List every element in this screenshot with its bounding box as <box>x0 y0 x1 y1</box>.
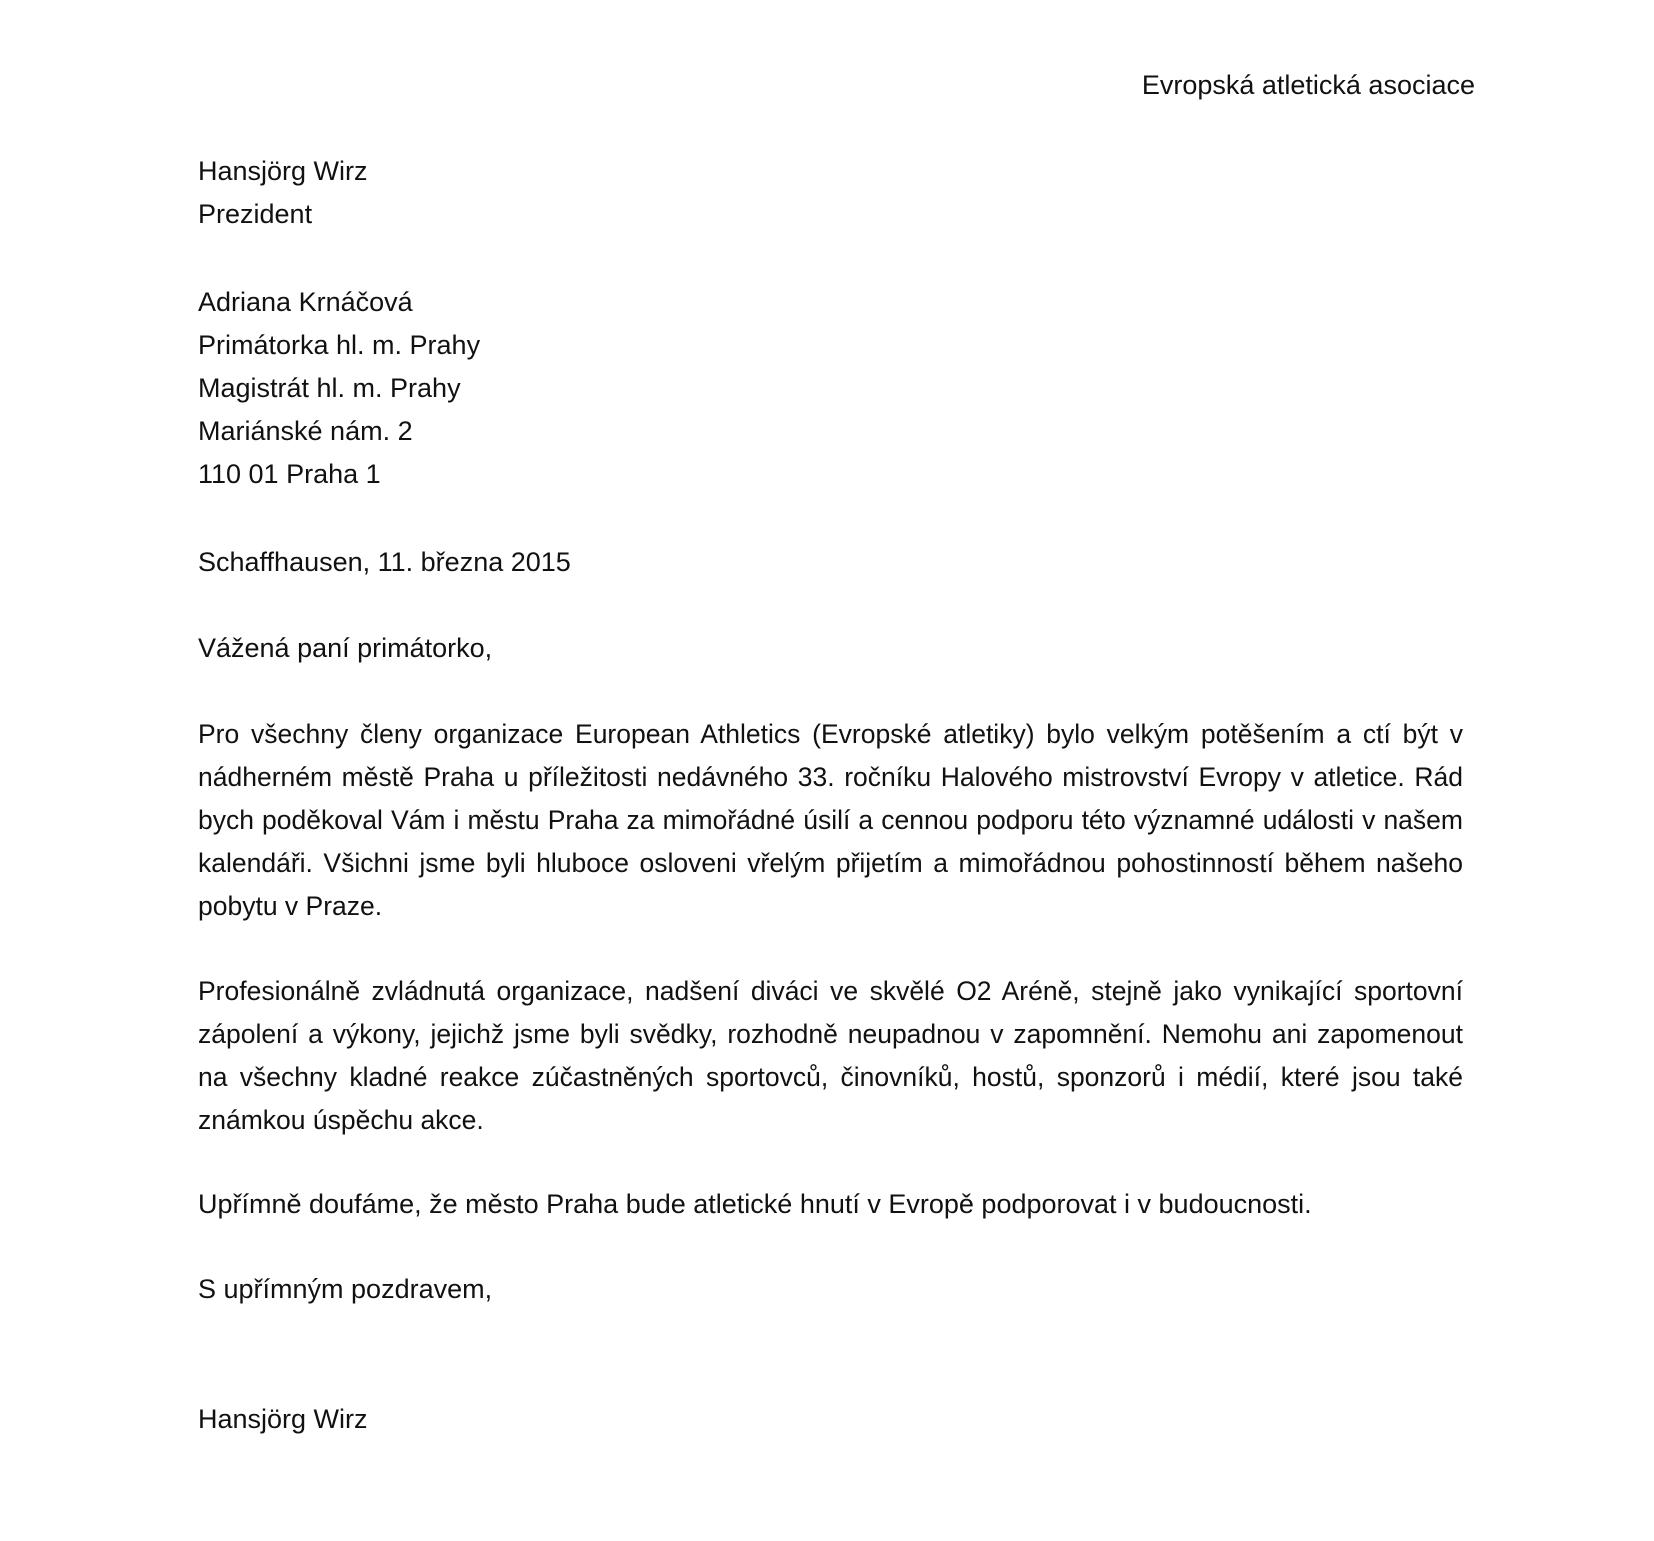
recipient-office: Magistrát hl. m. Prahy <box>198 373 461 403</box>
sender-name: Hansjörg Wirz <box>198 156 368 186</box>
sender-organization: Evropská atletická asociace <box>1141 70 1475 100</box>
recipient-city: 110 01 Praha 1 <box>198 459 381 489</box>
body-paragraph-1: Pro všechny členy organizace European Athletics (Evropské atletiky) bylo velkým potěšením a ctí být v nádherném městě Praha u příležitosti nedávného 33. ročníku Halového mistrovství Evropy v atletice. Rád bych poděkoval Vám i městu Praha za mimořádné úsilí a cennou podporu této významné události v našem kalendáři. Všichni jsme byli hluboce osloveni vřelým přijetím a mimořádnou pohostinností během našeho pobytu v Praze. <box>198 719 1463 921</box>
place-and-date: Schaffhausen, 11. března 2015 <box>198 547 571 577</box>
closing: S upřímným pozdravem, <box>198 1274 493 1304</box>
body-paragraph-2: Profesionálně zvládnutá organizace, nadšení diváci ve skvělé O2 Aréně, stejně jako vynikající sportovní zápolení a výkony, jejichž jsme byli svědky, rozhodně neupadnou v zapomnění. Nemohu ani zapomenout na všechny kladné reakce zúčastněných sportovců, činovníků, hostů, sponzorů i médií, které jsou také známkou úspěchu akce. <box>198 976 1463 1135</box>
recipient-address <box>198 281 1463 496</box>
recipient-name: Adriana Krnáčová <box>198 287 413 317</box>
sender-title: Prezident <box>198 199 313 229</box>
recipient-title: Primátorka hl. m. Prahy <box>198 330 481 360</box>
recipient-street: Mariánské nám. 2 <box>198 416 413 446</box>
sender-block <box>198 150 1463 236</box>
signature-name: Hansjörg Wirz <box>198 1404 368 1434</box>
salutation: Vážená paní primátorko, <box>198 633 493 663</box>
body-paragraph-3: Upřímně doufáme, že město Praha bude atletické hnutí v Evropě podporovat i v budoucnosti. <box>198 1189 1312 1219</box>
